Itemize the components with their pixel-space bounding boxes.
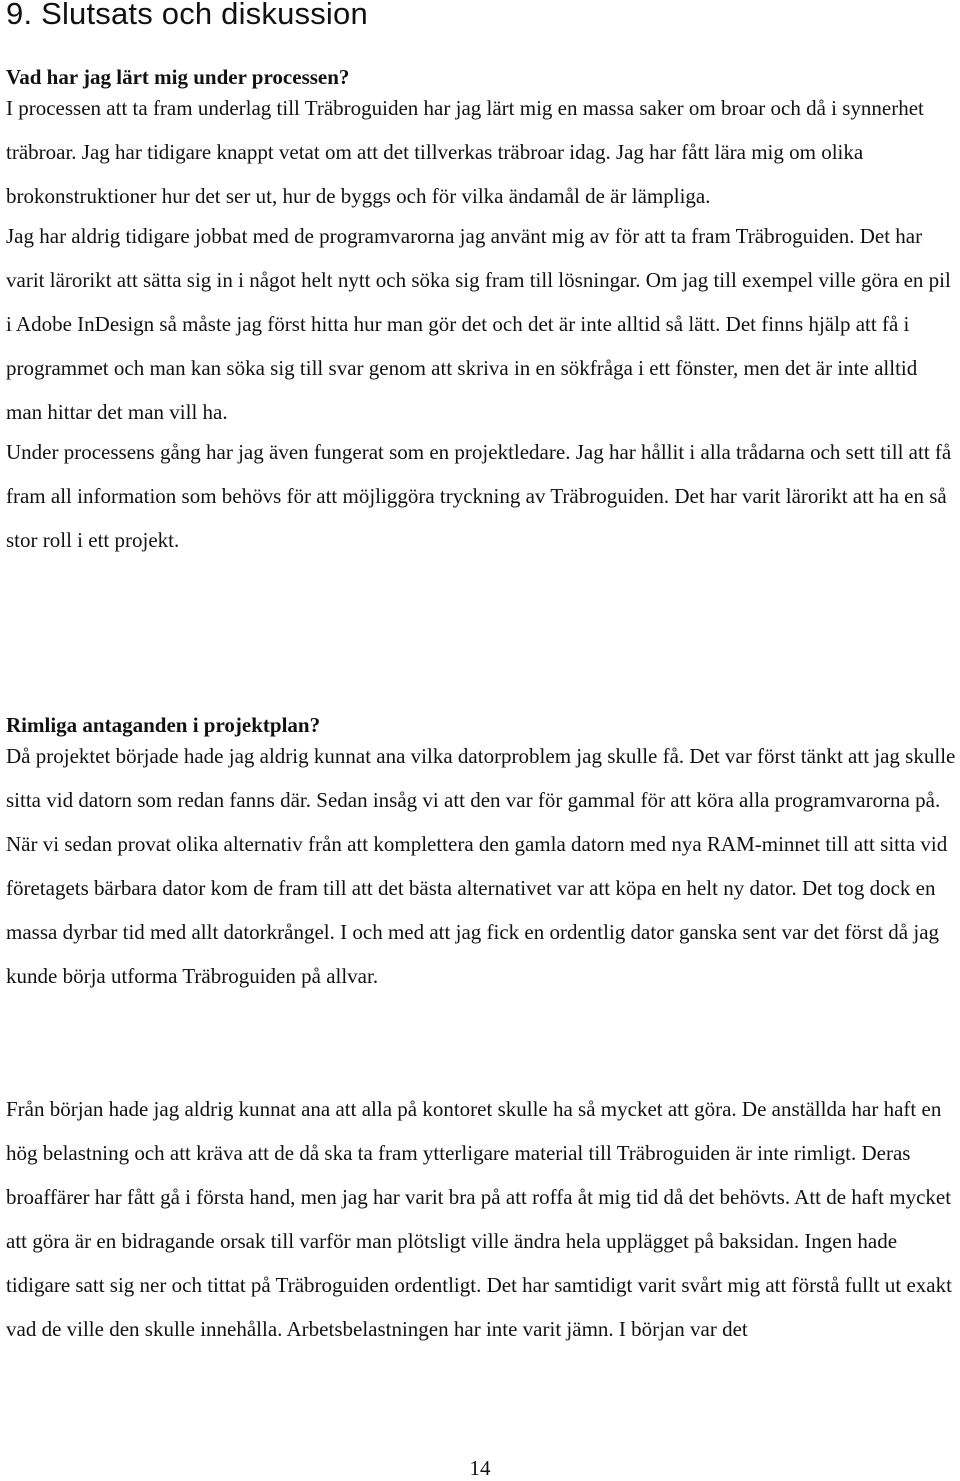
paragraph: Från början hade jag aldrig kunnat ana att alla på kontoret skulle ha så mycket att göra. De anställda har haft en hög belastning och att kräva att de då ska ta fram ytterligare material till Träbroguiden är inte rimligt. Deras broaffärer har fått gå i första hand, men jag har varit bra på att roffa åt mig tid då det behövts. Att de haft mycket att göra är en bidragande orsak till varför man plötsligt ville ändra hela upplägget på baksidan. Ingen hade tidigare satt sig ner och tittat på Träbroguiden ordentligt. Det har samtidigt varit svårt mig att förstå fullt ut exakt vad de ville den skulle innehålla. Arbetsbelastningen har inte varit jämn. I början var det xyxy=(6,1097,952,1341)
paragraph: Under processens gång har jag även fungerat som en projektledare. Jag har hållit i alla trådarna och sett till att få fram all information som behövs för att möjliggöra tryckning av Träbroguiden. Det har varit lärorikt att ha en så stor roll i ett projekt. xyxy=(6,440,952,552)
section-learned xyxy=(6,64,956,562)
question-heading: Rimliga antaganden i projektplan? xyxy=(6,713,321,737)
paragraph: Då projektet började hade jag aldrig kunnat ana vilka datorproblem jag skulle få. Det var först tänkt att jag skulle sitta vid datorn som redan fanns där. Sedan insåg vi att den var för gammal för att köra alla programvarorna på. När vi sedan provat olika alternativ från att komplettera den gamla datorn med nya RAM-minnet till att sitta vid företagets bärbara dator kom de fram till att det bästa alternativet var att köpa en helt ny dator. Det tog dock en massa dyrbar tid med allt datorkrångel. I och med att jag fick en ordentlig dator ganska sent var det först då jag kunde börja utforma Träbroguiden på allvar. xyxy=(6,744,956,988)
section-assumptions xyxy=(6,712,956,998)
page-number: 14 xyxy=(469,1456,491,1480)
paragraph: Jag har aldrig tidigare jobbat med de programvarorna jag använt mig av för att ta fram Träbroguiden. Det har varit lärorikt att sätta sig in i något helt nytt och söka sig fram till lösningar. Om jag till exempel ville göra en pil i Adobe InDesign så måste jag först hitta hur man gör det och det är inte alltid så lätt. Det finns hjälp att få i programmet och man kan söka sig till svar genom att skriva in en sökfråga i ett fönster, men det är inte alltid man hittar det man vill ha. xyxy=(6,224,951,424)
section-heading: 9. Slutsats och diskussion xyxy=(6,0,368,31)
question-heading: Vad har jag lärt mig under processen? xyxy=(6,65,350,89)
section-workload xyxy=(6,1087,956,1351)
paragraph: I processen att ta fram underlag till Träbroguiden har jag lärt mig en massa saker om broar och då i synnerhet träbroar. Jag har tidigare knappt vetat om att det tillverkas träbroar idag. Jag har fått lära mig om olika brokonstruktioner hur det ser ut, hur de byggs och för vilka ändamål de är lämpliga. xyxy=(6,96,924,208)
